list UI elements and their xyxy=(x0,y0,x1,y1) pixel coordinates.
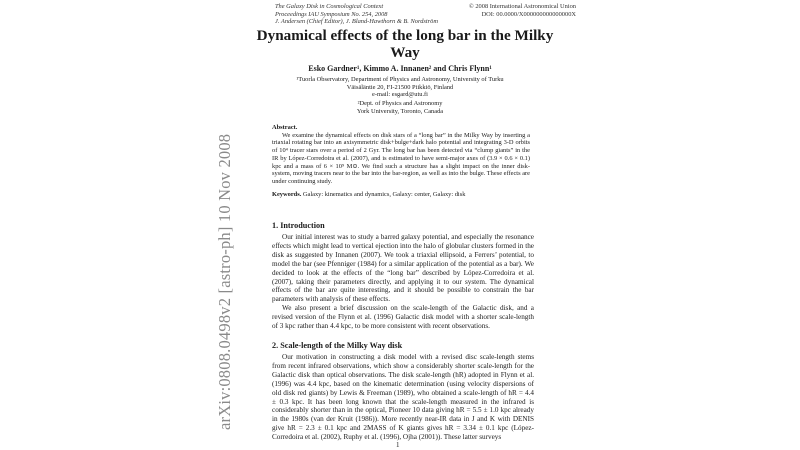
affiliation-1 xyxy=(265,76,535,99)
section-body-introduction xyxy=(272,233,534,331)
page-number: 1 xyxy=(396,441,400,449)
affiliation-line: Väisäläntie 20, FI-21500 Piikkiö, Finland xyxy=(346,83,454,91)
header-line: DOI: 00.0000/X000000000000000X xyxy=(481,10,576,18)
section-heading: 2. Scale-length of the Milky Way disk xyxy=(272,341,403,350)
keywords-label: Keywords. xyxy=(272,191,302,198)
affiliation-line: ¹Tuorla Observatory, Department of Physics and Astronomy, University of Turku xyxy=(296,76,504,83)
arxiv-stamp: arXiv:0808.0498v2 [astro-ph] 10 Nov 2008 xyxy=(215,133,234,430)
affiliation-line: e-mail: esgard@utu.fi xyxy=(372,91,428,99)
affiliation-2 xyxy=(265,100,535,115)
section-heading: 1. Introduction xyxy=(272,221,325,230)
running-header-left xyxy=(275,3,438,26)
header-line: The Galaxy Disk in Cosmological Context xyxy=(275,3,384,10)
abstract-text: We examine the dynamical effects on disk stars of a “long bar” in the Milky Way by inserting a triaxial rotating bar into an axisymmetric disk+bulge+dark halo potential and integrating 3-D orbits of 10⁴ tracer stars over a period of 2 Gyr. The long bar has been detected via “clump giants” in the IR by López-Corredoira et al. (2007), and is estimated to have semi-major axes of (3.9 × 0.6 × 0.1) kpc and a mass of 6 × 10⁹ M⊙. We find such a structure has a slight impact on the inner disk-system, moving tracers near to the bar into the bar-region, as well as into the bulge. These effects are under continuing study. xyxy=(272,131,530,185)
header-line: Proceedings IAU Symposium No. 254, 2008 xyxy=(275,10,388,18)
author-list: Esko Gardner¹, Kimmo A. Innanen² and Chris Flynn¹ xyxy=(308,64,492,73)
header-line: J. Andersen (Chief Editor), J. Bland-Hawthorn & B. Nordström xyxy=(275,18,438,26)
paper-title: Dynamical effects of the long bar in the Milky Way xyxy=(256,27,554,61)
abstract xyxy=(272,124,530,186)
paragraph: Our initial interest was to study a barred galaxy potential, and especially the resonance effects which might lead to vertical ejection into the halo of globular clusters formed in the disk as suggested by Innanen (2007). We took a triaxial ellipsoid, a Ferrers’ potential, to model the bar (see Pfenniger (1984) for a similar application of the potential as a bar). We decided to look at the effects of the “long bar” described by López-Corredoira et al. (2007), taking their parameters directly, and applying it to our system. The dynamical effects of the bar are quite interesting, and it should be possible to constrain the bar parameters with analysis of these effects. xyxy=(272,233,534,304)
keywords xyxy=(272,191,530,199)
paragraph: We also present a brief discussion on the scale-length of the Galactic disk, and a revised version of the Flynn et al. (1996) Galactic disk model with a shorter scale-length of 3 kpc rather than 4.4 kpc, to be more consistent with recent observations. xyxy=(272,304,534,331)
abstract-label: Abstract. xyxy=(272,124,298,131)
section-body-scale-length xyxy=(272,353,534,442)
paragraph: Our motivation in constructing a disk model with a revised disc scale-length stems from recent infrared observations, which show a considerably shorter scale-length for the Galactic disk than optical observations. The disk scale-length (hR) adopted in Flynn et al. (1996) was 4.4 kpc, based on the kinematic determination (using velocity dispersions of old disk red giants) by Lewis & Freeman (1989), who obtained a scale-length of hR = 4.4 ± 0.3 kpc. It has been long known that the scale-length measured in the infrared is considerably shorter than in the optical, Pioneer 10 data giving hR = 5.5 ± 1.0 kpc already in the 1980s (van der Kruit (1986)). More recently near-IR data in J and K with DENIS give hR = 2.3 ± 0.1 kpc and 2MASS of K giants gives hR = 3.34 ± 0.1 kpc (López-Corredoira et al. (2002), Ruphy et al. (1996), Ojha (2001)). These latter surveys xyxy=(272,353,534,442)
affiliation-line: ²Dept. of Physics and Astronomy xyxy=(357,100,443,107)
affiliation-line: York University, Toronto, Canada xyxy=(356,107,444,115)
header-line: © 2008 International Astronomical Union xyxy=(468,3,576,10)
running-header-right xyxy=(469,3,576,18)
keywords-text: Galaxy: kinematics and dynamics, Galaxy: center, Galaxy: disk xyxy=(302,191,466,198)
